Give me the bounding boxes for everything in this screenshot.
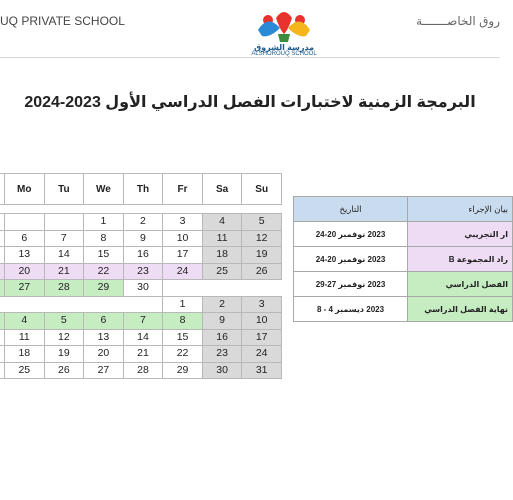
day-cell: 8 <box>84 230 124 247</box>
day-cell: 3 <box>242 296 282 313</box>
day-cell: 14 <box>123 329 163 346</box>
day-cell <box>44 214 84 231</box>
day-cell: 29 <box>84 280 124 297</box>
day-header: Fr <box>163 174 203 205</box>
day-cell: 18 <box>202 247 242 264</box>
schedule-event: نهاية الفصل الدراسي <box>408 297 513 322</box>
day-cell: 9 <box>123 230 163 247</box>
day-header: We <box>84 174 124 205</box>
day-cell: 17 <box>163 247 203 264</box>
day-cell: 27 <box>5 280 45 297</box>
day-cell: 26 <box>44 362 84 379</box>
schedule-row <box>294 297 513 322</box>
day-cell: 14 <box>44 247 84 264</box>
day-header: Su <box>242 174 282 205</box>
calendar-week-row <box>0 346 282 363</box>
day-cell: 1 <box>84 214 124 231</box>
calendar-table <box>0 173 282 379</box>
calendar-week-row <box>0 263 282 280</box>
day-cell: 16 <box>202 329 242 346</box>
day-cell: 28 <box>123 362 163 379</box>
day-cell: 6 <box>84 313 124 330</box>
day-cell: 17 <box>242 329 282 346</box>
schedule-header-row <box>294 197 513 222</box>
day-cell: 13 <box>84 329 124 346</box>
day-cell: 11 <box>5 329 45 346</box>
schedule-date: 2023 ديسمبر 4 - 8 <box>294 297 408 322</box>
schedule-row <box>294 247 513 272</box>
day-cell: 28 <box>44 280 84 297</box>
schedule-row <box>294 272 513 297</box>
day-cell <box>5 214 45 231</box>
calendar-week-row <box>0 214 282 231</box>
calendar-week-row <box>0 296 282 313</box>
day-cell: 15 <box>84 247 124 264</box>
day-cell: 20 <box>84 346 124 363</box>
day-cell: 24 <box>163 263 203 280</box>
schedule-row <box>294 222 513 247</box>
day-cell: 15 <box>163 329 203 346</box>
day-cell: 7 <box>44 230 84 247</box>
day-cell: 13 <box>5 247 45 264</box>
school-name-arabic: روق الخاصـــــــة <box>416 14 500 28</box>
day-cell: 3 <box>163 214 203 231</box>
day-cell: 24 <box>242 346 282 363</box>
day-cell: 21 <box>44 263 84 280</box>
day-cell: 5 <box>44 313 84 330</box>
day-cell: 2 <box>202 296 242 313</box>
calendar-week-row <box>0 280 282 297</box>
day-cell: 25 <box>202 263 242 280</box>
page-title: البرمجة الزمنية لاختبارات الفصل الدراسي الأول 2023-2024 <box>24 94 476 111</box>
day-cell: 4 <box>5 313 45 330</box>
day-cell: 19 <box>44 346 84 363</box>
day-cell: 27 <box>84 362 124 379</box>
day-cell: 10 <box>242 313 282 330</box>
day-cell <box>123 296 163 313</box>
schedule-event: الفصل الدراسي <box>408 272 513 297</box>
day-cell: 22 <box>84 263 124 280</box>
day-cell: 1 <box>163 296 203 313</box>
day-cell: 20 <box>5 263 45 280</box>
day-cell: 12 <box>44 329 84 346</box>
day-cell <box>44 296 84 313</box>
day-cell: 2 <box>123 214 163 231</box>
day-cell: 9 <box>202 313 242 330</box>
day-cell: 21 <box>123 346 163 363</box>
schedule-date-header: التاريخ <box>294 197 408 222</box>
calendar-week-row <box>0 329 282 346</box>
day-cell: 16 <box>123 247 163 264</box>
day-cell: 18 <box>5 346 45 363</box>
day-header: Tu <box>44 174 84 205</box>
schedule-event: ار التجريبي <box>408 222 513 247</box>
day-cell: 10 <box>163 230 203 247</box>
day-cell: 31 <box>242 362 282 379</box>
day-cell: 7 <box>123 313 163 330</box>
day-cell <box>163 280 203 297</box>
day-cell: 30 <box>202 362 242 379</box>
logo-english-text: ALSHOROUQ SCHOOL <box>251 51 317 57</box>
calendar-day-header-row <box>0 174 282 205</box>
day-cell: 11 <box>202 230 242 247</box>
calendar-week-row <box>0 230 282 247</box>
day-header: Sa <box>202 174 242 205</box>
day-cell: 30 <box>123 280 163 297</box>
day-cell: 8 <box>163 313 203 330</box>
exam-schedule-table <box>293 196 513 322</box>
day-header: Th <box>123 174 163 205</box>
day-cell <box>202 280 242 297</box>
day-cell: 23 <box>202 346 242 363</box>
schedule-date: 2023 نوفمبر 27-29 <box>294 272 408 297</box>
day-cell <box>242 280 282 297</box>
schedule-date: 2023 نوفمبر 20-24 <box>294 222 408 247</box>
day-cell: 23 <box>123 263 163 280</box>
day-cell: 4 <box>202 214 242 231</box>
schedule-date: 2023 نوفمبر 20-24 <box>294 247 408 272</box>
logo-arabic-text: مدرسة الشروق <box>253 43 315 52</box>
day-cell <box>5 296 45 313</box>
schedule-event: راد المجموعة B <box>408 247 513 272</box>
day-cell: 29 <box>163 362 203 379</box>
school-name-english: UQ PRIVATE SCHOOL <box>0 14 125 28</box>
schedule-event-header: بيان الإجراء <box>408 197 513 222</box>
calendar-spacer <box>0 205 282 214</box>
day-cell: 5 <box>242 214 282 231</box>
day-cell: 25 <box>5 362 45 379</box>
calendar-week-row <box>0 313 282 330</box>
day-cell: 19 <box>242 247 282 264</box>
day-cell: 26 <box>242 263 282 280</box>
day-cell: 22 <box>163 346 203 363</box>
calendar-week-row <box>0 362 282 379</box>
day-header: Mo <box>5 174 45 205</box>
header-divider <box>0 57 500 58</box>
day-cell: 12 <box>242 230 282 247</box>
calendar-week-row <box>0 247 282 264</box>
day-cell: 6 <box>5 230 45 247</box>
day-cell <box>84 296 124 313</box>
